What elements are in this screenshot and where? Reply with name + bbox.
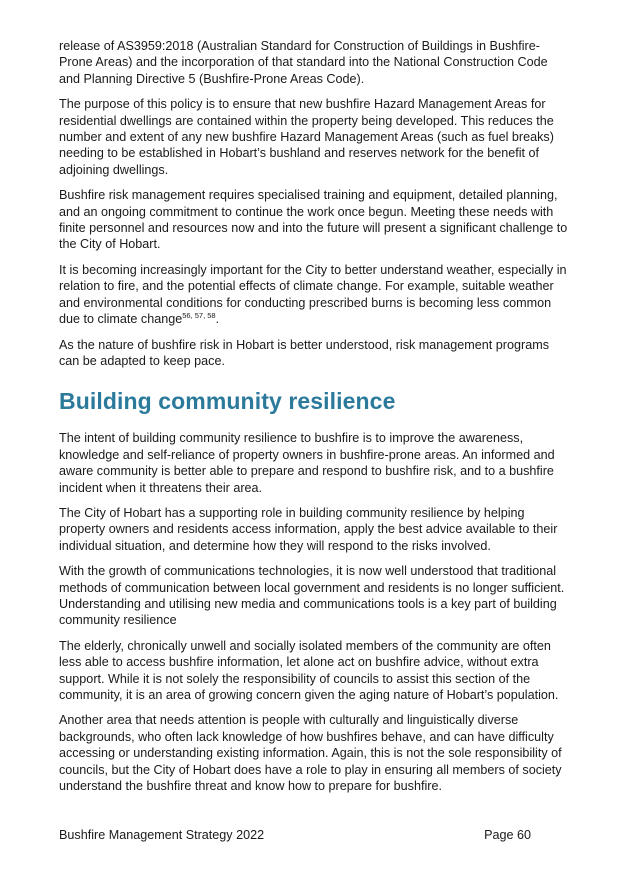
paragraph: The intent of building community resilience to bushfire is to improve the awareness, knowledge and self-reliance of property owners in bushfire-prone areas. An informed and aware community is better able to prepare and respond to bushfire risk, and to a bushfire incident when it threatens their area. [59,431,555,495]
paragraph-end: . [215,312,220,327]
page-number: Page 60 [484,828,531,842]
paragraph: The City of Hobart has a supporting role in building community resilience by helping property owners and residents access information, apply the best advice available to their individual situation, and determine how they will respond to the risks involved. [59,505,558,553]
paragraph: release of AS3959:2018 (Australian Standard for Construction of Buildings in Bushfire-Prone Areas) and the incorporation of that standard into the National Construction Code and Planning Directive 5 (Bushfire-Prone Areas Code). [59,39,548,86]
footnote-refs[interactable]: 56, 57, 58 [182,310,216,320]
footer-title: Bushfire Management Strategy 2022 [59,828,265,842]
paragraph: As the nature of bushfire risk in Hobart is better understood, risk management programs can be adapted to keep pace. [59,337,549,368]
section-heading: Building community resilience [59,388,396,415]
paragraph: Bushfire risk management requires specialised training and equipment, detailed planning, and an ongoing commitment to continue the work once begun. Meeting these needs with finite personnel and resources now and into the future will present a significant challenge to the City of Hobart. [59,188,568,252]
paragraph: Another area that needs attention is people with culturally and linguistically diverse backgrounds, who often lack knowledge of how bushfires behave, and can have difficulty accessing or understanding existing information. Again, this is not the sole responsibility of councils, but the City of Hobart does have a role to play in ensuring all members of society understand the bushfire threat and know how to prepare for bushfire. [59,713,562,794]
paragraph-text: It is becoming increasingly important for the City to better understand weather, especially in relation to fire, and the potential effects of climate change. For example, suitable weather and environmental conditions for conducting prescribed burns is becoming less common due to climate change [59,262,567,327]
page-footer [59,828,531,842]
paragraph: The elderly, chronically unwell and socially isolated members of the community are often less able to access bushfire information, let alone act on bushfire advice, without extra support. While it is not solely the responsibility of councils to assist this section of the community, it is an area of growing concern given the aging nature of Hobart’s population. [59,638,559,702]
paragraph: The purpose of this policy is to ensure that new bushfire Hazard Management Areas for residential dwellings are contained within the property being developed. This reduces the number and extent of any new bushfire Hazard Management Areas (such as fuel breaks) needing to be established in Hobart’s bushland and reserves network for the benefit of adjoining dwellings. [59,97,554,177]
paragraph: With the growth of communications technologies, it is now well understood that traditional methods of communication between local government and residents is no longer sufficient. Understanding and utilising new media and communications tools is a key part of building community resilience [59,564,565,628]
paragraph-climate [59,262,570,328]
